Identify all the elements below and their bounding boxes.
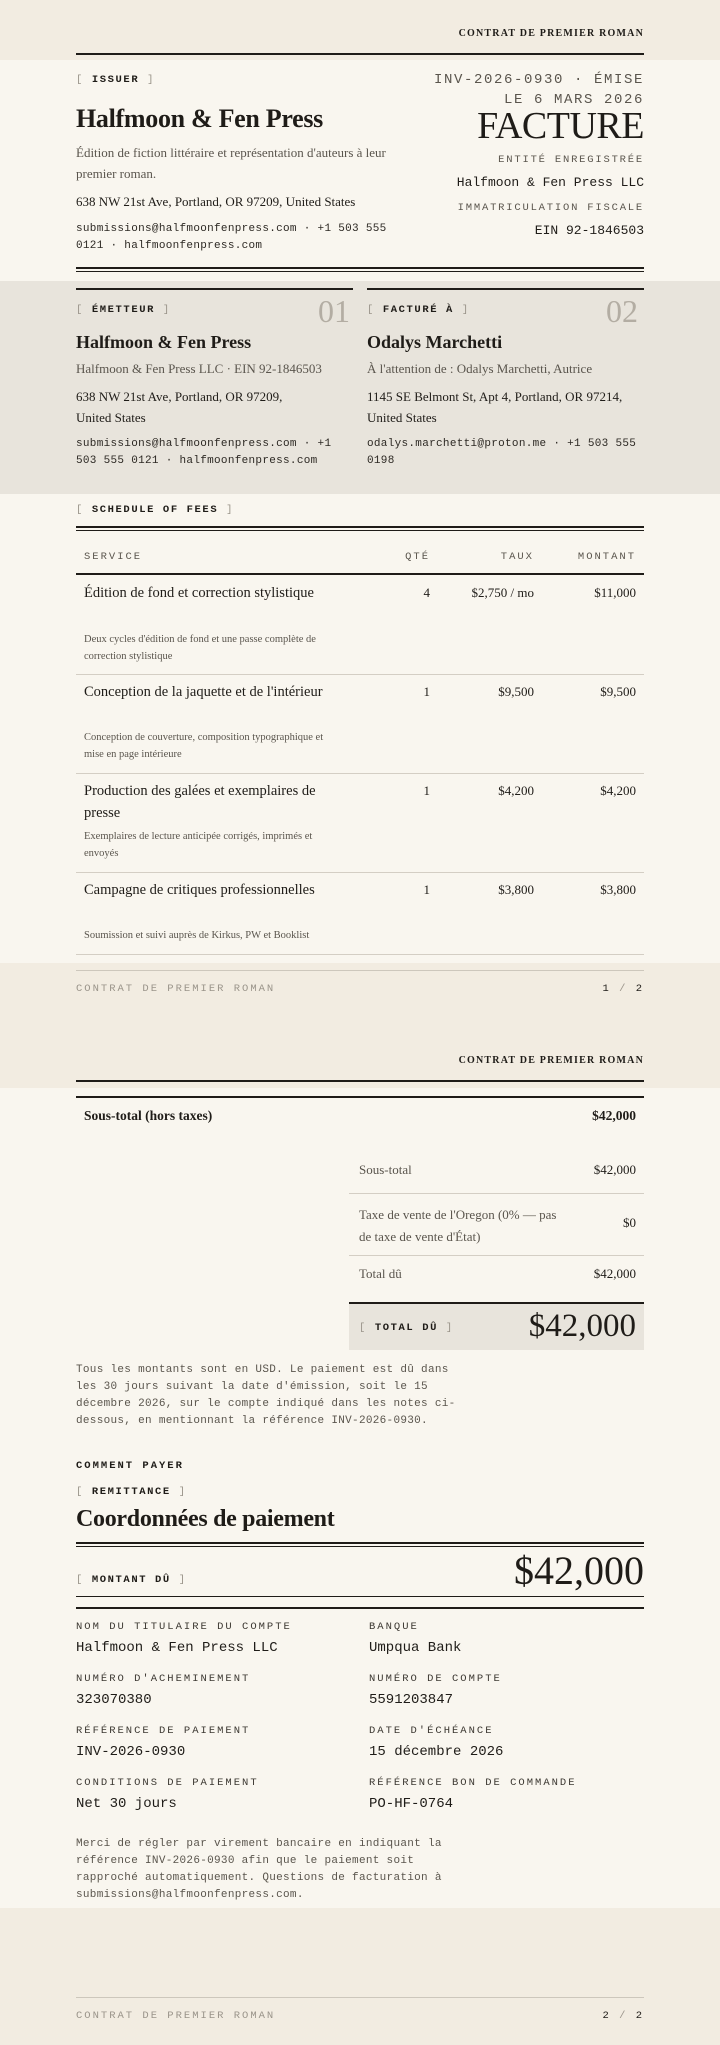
account-holder-label: NOM DU TITULAIRE DU COMPTE: [76, 1621, 292, 1633]
remittance-tag: [ REMITTANCE ]: [76, 1486, 187, 1498]
invoice-date-line: LE 6 MARS 2026: [503, 92, 644, 108]
invoice-number-line: INV-2026-0930 · ÉMISE: [433, 72, 644, 88]
due-date-label: DATE D'ÉCHÉANCE: [369, 1725, 494, 1737]
bank-label: BANQUE: [369, 1621, 419, 1633]
how-to-pay-heading: COMMENT PAYER: [76, 1460, 184, 1472]
service-description: Soumission et suivi auprès de Kirkus, PW et Booklist: [84, 930, 310, 941]
issuer-description: Édition de fiction littéraire et représentation d'auteurs à leur premier roman.: [76, 145, 386, 181]
remittance-closing-note: Merci de régler par virement bancaire en indiquant la référence INV-2026-0930 afin que le paiement soit rapproché automatiquement. Questions de facturation à submissions@halfmoonfenpress.com.: [76, 1838, 442, 1901]
emitter-sub: Halfmoon & Fen Press LLC · EIN 92-1846503: [76, 361, 322, 376]
totals-due-label: Total dû: [359, 1266, 402, 1281]
rate-cell: $3,800: [498, 882, 534, 897]
totals-subtotal-value: $42,000: [593, 1162, 636, 1177]
amount-cell: $3,800: [600, 882, 636, 897]
totals-subtotal-label: Sous-total: [359, 1162, 412, 1177]
total-due-box: [349, 1304, 644, 1350]
service-title: Conception de la jaquette et de l'intérieur: [84, 684, 323, 700]
totals-due-value: $42,000: [593, 1266, 636, 1281]
emitter-contact: submissions@halfmoonfenpress.com · +1 503 555 0121 · halfmoonfenpress.com: [76, 438, 332, 467]
emitter-number: 01: [318, 293, 350, 329]
po-reference-value: PO-HF-0764: [369, 1796, 454, 1812]
header-rule: [76, 1080, 644, 1082]
tax-id-value: EIN 92-1846503: [534, 223, 644, 238]
totals-divider: [349, 1255, 644, 1256]
totals-divider: [349, 1193, 644, 1194]
remittance-title: Coordonnées de paiement: [76, 1506, 335, 1532]
invoice-page-2: [0, 1028, 720, 2045]
payment-terms-note: Tous les montants sont en USD. Le paiement est dû dans les 30 jours suivant la date d'émission, soit le 15 décembre 2026, sur le compte indiqué dans les notes ci-dessous, en mentionnant la référence INV-2026-0930.: [76, 1364, 456, 1427]
fees-tag: [ SCHEDULE OF FEES ]: [76, 504, 235, 516]
table-row: [76, 575, 644, 674]
emitter-name: Halfmoon & Fen Press: [76, 332, 252, 352]
payment-terms-value: Net 30 jours: [76, 1796, 177, 1812]
billed-to-contact: odalys.marchetti@proton.me · +1 503 555 0198: [367, 438, 637, 467]
footer-label: CONTRAT DE PREMIER ROMAN: [76, 983, 276, 995]
remittance-double-rule-top: [76, 1542, 644, 1544]
payment-reference-label: RÉFÉRENCE DE PAIEMENT: [76, 1725, 251, 1737]
routing-number-label: NUMÉRO D'ACHEMINEMENT: [76, 1673, 251, 1685]
tax-id-label: IMMATRICULATION FISCALE: [457, 202, 644, 214]
service-description: Exemplaires de lecture anticipée corrigés, imprimés et envoyés: [84, 831, 313, 859]
account-holder-value: Halfmoon & Fen Press LLC: [76, 1640, 278, 1656]
running-header: CONTRAT DE PREMIER ROMAN: [458, 1055, 644, 1066]
footer-rule: [76, 970, 644, 971]
entity-label: ENTITÉ ENREGISTRÉE: [498, 154, 644, 166]
table-row: [76, 873, 644, 955]
billed-to-name: Odalys Marchetti: [367, 332, 503, 352]
totals-tax-label: Taxe de vente de l'Oregon (0% — pas de taxe de vente d'État): [359, 1207, 557, 1244]
document-title: FACTURE: [477, 105, 644, 147]
amount-due-rule-top: [76, 1596, 644, 1597]
payment-reference-value: INV-2026-0930: [76, 1744, 186, 1760]
billed-to-address: 1145 SE Belmont St, Apt 4, Portland, OR 97214, United States: [367, 389, 623, 425]
rate-cell: $9,500: [498, 684, 534, 699]
col-header-qty: QTÉ: [405, 551, 430, 563]
account-number-value: 5591203847: [369, 1692, 454, 1708]
footer-rule: [76, 1997, 644, 1998]
row-divider: [76, 954, 644, 955]
qty-cell: 4: [423, 585, 430, 600]
billed-to-rule: [367, 288, 644, 290]
invoice-page-1: [0, 0, 720, 1020]
totals-tax-value: $0: [623, 1215, 636, 1230]
col-header-service: SERVICE: [84, 551, 143, 563]
emitter-address: 638 NW 21st Ave, Portland, OR 97209, United States: [76, 389, 283, 425]
col-header-rate: TAUX: [500, 551, 534, 563]
rate-cell: $4,200: [498, 783, 534, 798]
fees-double-rule-top: [76, 526, 644, 528]
routing-number-value: 323070380: [76, 1692, 152, 1708]
amount-cell: $9,500: [600, 684, 636, 699]
page-indicator: 2 / 2: [602, 2010, 644, 2022]
service-title: Édition de fond et correction stylistique: [84, 585, 314, 601]
billed-to-tag: [ FACTURÉ À ]: [367, 304, 470, 316]
amount-due-tag: [ MONTANT DÛ ]: [76, 1574, 187, 1586]
payment-terms-label: CONDITIONS DE PAIEMENT: [76, 1777, 259, 1789]
emitter-tag: [ ÉMETTEUR ]: [76, 304, 171, 316]
fees-double-rule-bottom: [76, 530, 644, 531]
emitter-rule: [76, 288, 353, 290]
bank-value: Umpqua Bank: [369, 1640, 462, 1656]
subtotal-rule: [76, 1096, 644, 1098]
rate-cell: $2,750 / mo: [471, 585, 534, 600]
table-row: [76, 675, 644, 773]
col-header-amount: MONTANT: [577, 551, 636, 563]
subtotal-row-label: Sous-total (hors taxes): [84, 1108, 213, 1123]
running-header: CONTRAT DE PREMIER ROMAN: [458, 28, 644, 39]
po-reference-label: RÉFÉRENCE BON DE COMMANDE: [369, 1777, 577, 1789]
header-rule: [76, 53, 644, 55]
issuer-tag: [ ISSUER ]: [76, 74, 156, 86]
subtotal-row-value: $42,000: [592, 1108, 636, 1123]
double-rule-bottom: [76, 271, 644, 272]
amount-due-value: $42,000: [514, 1548, 644, 1593]
service-description: Deux cycles d'édition de fond et une passe complète de correction stylistique: [84, 634, 316, 662]
qty-cell: 1: [423, 783, 430, 798]
amount-cell: $11,000: [594, 585, 636, 600]
service-title: Production des galées et exemplaires de presse: [84, 783, 316, 821]
footer-label: CONTRAT DE PREMIER ROMAN: [76, 2010, 276, 2022]
account-number-label: NUMÉRO DE COMPTE: [369, 1673, 502, 1685]
due-date-value: 15 décembre 2026: [369, 1744, 504, 1760]
entity-value: Halfmoon & Fen Press LLC: [456, 175, 644, 190]
billed-to-sub: À l'attention de : Odalys Marchetti, Autrice: [367, 361, 593, 376]
issuer-name: Halfmoon & Fen Press: [76, 104, 323, 133]
billed-to-number: 02: [606, 293, 638, 329]
issuer-address: 638 NW 21st Ave, Portland, OR 97209, United States: [76, 194, 356, 209]
total-due-amount: $42,000: [528, 1308, 636, 1344]
qty-cell: 1: [423, 684, 430, 699]
table-row: [76, 774, 644, 872]
amount-due-rule-bottom: [76, 1607, 644, 1609]
issuer-contact: submissions@halfmoonfenpress.com · +1 503 555 0121 · halfmoonfenpress.com: [76, 223, 387, 252]
amount-cell: $4,200: [600, 783, 636, 798]
service-description: Conception de couverture, composition typographique et mise en page intérieure: [84, 732, 324, 760]
qty-cell: 1: [423, 882, 430, 897]
page-footer-band: [0, 1908, 720, 2045]
double-rule-top: [76, 267, 644, 269]
service-title: Campagne de critiques professionnelles: [84, 882, 315, 898]
total-due-tag: [ TOTAL DÛ ]: [359, 1322, 454, 1334]
page-indicator: 1 / 2: [602, 983, 644, 995]
